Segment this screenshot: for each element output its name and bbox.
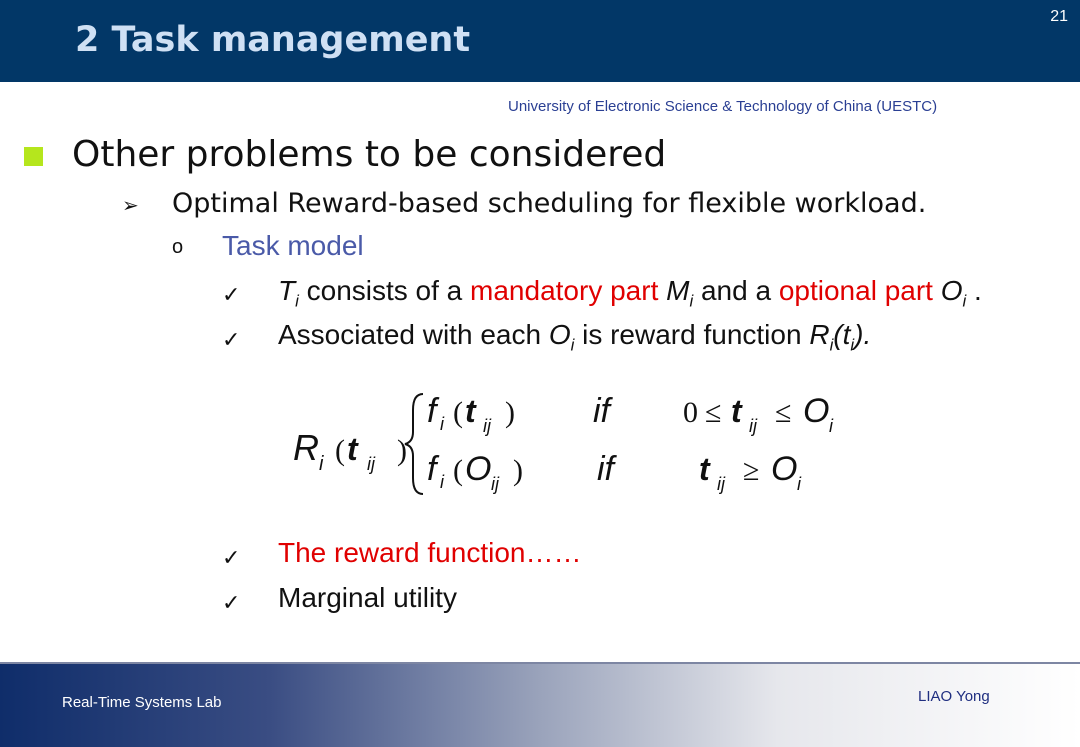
circle-bullet-icon: o (172, 236, 184, 258)
case2-paren: ( (453, 454, 463, 487)
institution-label: University of Electronic Science & Technology of China (UESTC) (508, 98, 938, 115)
check-item-4: Marginal utility (278, 582, 457, 613)
case1-if: if (593, 392, 610, 430)
case2-O2-sub: i (797, 474, 801, 494)
case2-ge: ≥ (743, 454, 760, 487)
case2-O-sub: ij (491, 474, 499, 494)
check-item-1: $T_i$ consists of a mandatory part $M_i$ and a optional part $O_i$ . (278, 275, 982, 311)
case2-t-sub: ij (717, 474, 725, 494)
case1-paren: ( (453, 396, 463, 429)
case1-t-sub: ij (483, 416, 491, 436)
case2-O: O (465, 450, 492, 488)
case1-f: f (427, 392, 437, 430)
case1-t2: t (731, 393, 742, 429)
bullet-level2: Optimal Reward-based scheduling for flexible workload. (172, 188, 927, 219)
bullet-level3: Task model (222, 230, 364, 261)
formula-R: R (293, 427, 319, 468)
case2-paren: ) (513, 454, 523, 487)
author-name: LIAO Yong (918, 688, 990, 705)
case1-t: t (465, 393, 476, 429)
case2-if: if (597, 450, 614, 488)
case1-O: O (803, 392, 830, 430)
arrow-bullet-icon: ➢ (122, 195, 139, 217)
case1-le: ≤ (705, 396, 722, 429)
slide-number: 21 (1050, 8, 1068, 25)
check-icon: ✓ (222, 282, 241, 307)
brace-icon (405, 394, 423, 494)
check-icon: ✓ (222, 545, 241, 570)
case1-O-sub: i (829, 416, 833, 436)
formula-R-sub: i (319, 453, 324, 475)
case2-f-sub: i (440, 472, 444, 492)
formula-paren: ) (397, 434, 407, 467)
check-item-2: Associated with each $O_i$ is reward function $R_i(t_i)$. (278, 319, 872, 355)
case1-le: ≤ (775, 396, 792, 429)
case2-O2: O (771, 450, 798, 488)
case2-f: f (427, 450, 437, 488)
check-icon: ✓ (222, 590, 241, 615)
footer-divider (0, 662, 1080, 664)
square-bullet-icon (24, 147, 43, 166)
reward-formula (285, 380, 885, 510)
case2-t: t (699, 451, 710, 487)
formula-t-sub: ij (367, 454, 375, 474)
case1-zero: 0 (683, 396, 698, 429)
case1-paren: ) (505, 396, 515, 429)
formula-t: t (347, 431, 358, 467)
case1-t2-sub: ij (749, 416, 757, 436)
bullet-level1: Other problems to be considered (72, 134, 667, 175)
slide-title: 2 Task management (75, 20, 471, 60)
formula-paren: ( (335, 434, 345, 467)
check-item-3: The reward function…… (278, 537, 582, 568)
case1-f-sub: i (440, 414, 444, 434)
check-icon: ✓ (222, 327, 241, 352)
lab-name: Real-Time Systems Lab (62, 694, 222, 711)
